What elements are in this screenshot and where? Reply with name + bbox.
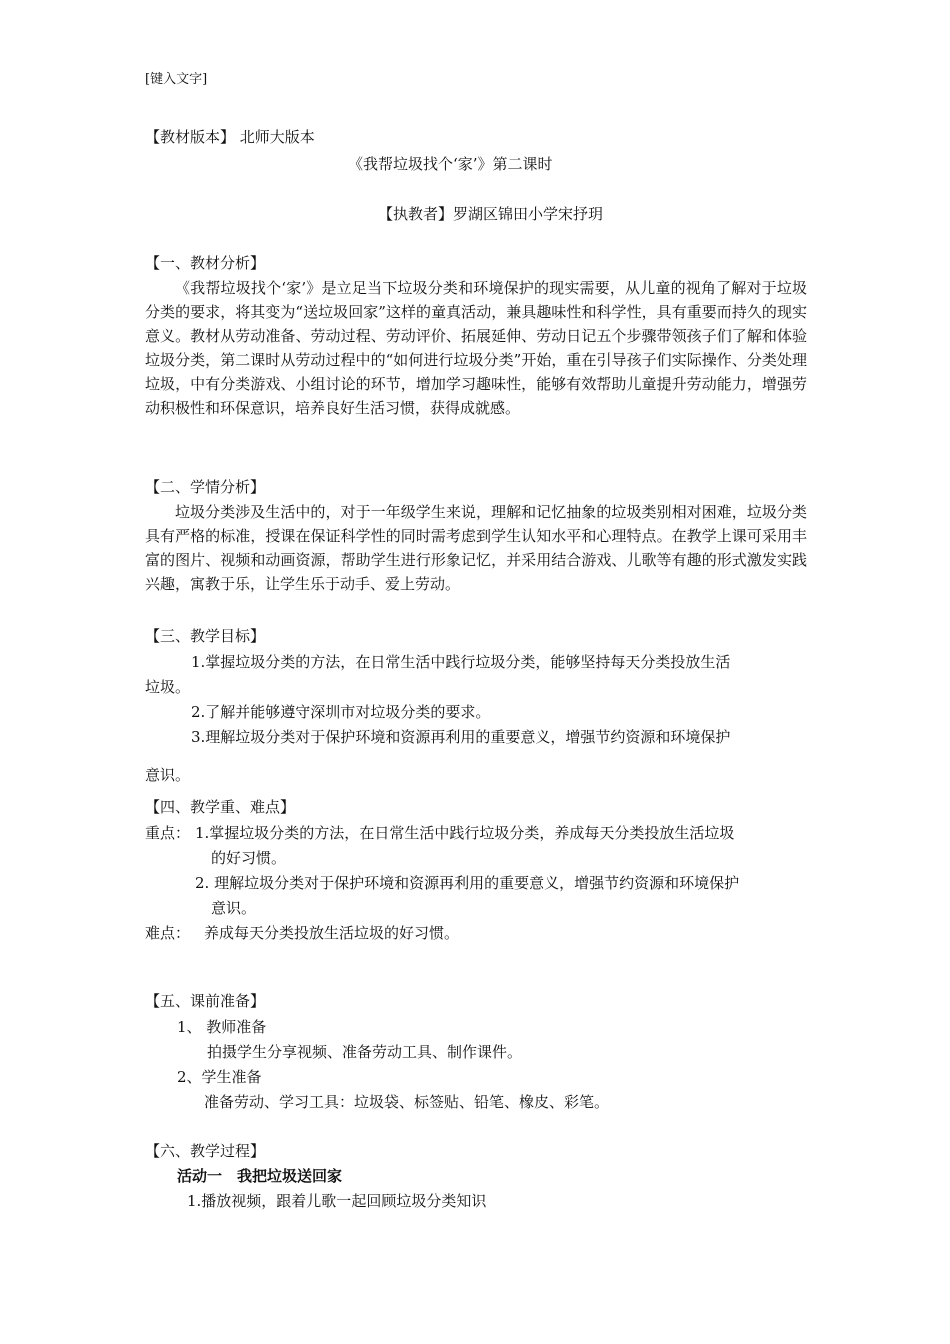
goal-1-line-2: 垃圾。 xyxy=(145,678,191,696)
keypoint-label: 重点： xyxy=(145,824,191,842)
goal-1-line-1: 1.掌握垃圾分类的方法，在日常生活中践行垃圾分类，能够坚持每天分类投放生活 xyxy=(191,653,731,671)
section-body-learners: 垃圾分类涉及生活中的，对于一年级学生来说，理解和记忆抽象的垃圾类别相对困难，垃圾分类具有严格的标准，授课在保证科学性的同时需考虑到学生认知水平和心理特点。在教学上课可采用丰富的图片、视频和动画资源，帮助学生进行形象记忆，并采用结合游戏、儿歌等有趣的形式激发实践兴趣，寓教于乐，让学生乐于动手、爱上劳动。 xyxy=(145,503,807,593)
activity-1-step-1: 1.播放视频，跟着儿歌一起回顾垃圾分类知识 xyxy=(187,1192,487,1210)
activity-1-title: 活动一 我把垃圾送回家 xyxy=(177,1167,343,1185)
teacher-prep-body: 拍摄学生分享视频、准备劳动工具、制作课件。 xyxy=(207,1043,523,1061)
section-heading-goals: 【三、教学目标】 xyxy=(145,627,266,645)
keypoint-2-line-2: 意识。 xyxy=(211,899,257,917)
section-heading-keypoints: 【四、教学重、难点】 xyxy=(145,798,296,816)
page-header-placeholder: [键入文字] xyxy=(145,72,208,87)
teacher-line: 【执教者】罗湖区锦田小学宋抒玥 xyxy=(378,205,604,223)
student-prep-body: 准备劳动、学习工具：垃圾袋、标签贴、铅笔、橡皮、彩笔。 xyxy=(204,1093,610,1111)
section-heading-learners: 【二、学情分析】 xyxy=(145,478,266,496)
student-prep-label: 2、学生准备 xyxy=(177,1068,262,1086)
teacher-prep-label: 1、 教师准备 xyxy=(177,1018,267,1036)
goal-3-line-2: 意识。 xyxy=(145,766,191,784)
edition-line: 【教材版本】 北师大版本 xyxy=(145,128,315,146)
section-body-analysis: 《我帮垃圾找个‘家’》是立足当下垃圾分类和环境保护的现实需要，从儿童的视角了解对于垃圾分类的要求，将其变为“送垃圾回家”这样的童真活动，兼具趣味性和科学性，具有重要而持久的现实意义。教材从劳动准备、劳动过程、劳动评价、拓展延伸、劳动日记五个步骤带领孩子们了解和体验垃圾分类，第二课时从劳动过程中的“如何进行垃圾分类”开始，重在引导孩子们实际操作、分类处理垃圾，中有分类游戏、小组讨论的环节，增加学习趣味性，能够有效帮助儿童提升劳动能力，增强劳动积极性和环保意识，培养良好生活习惯，获得成就感。 xyxy=(145,279,807,417)
section-heading-process: 【六、教学过程】 xyxy=(145,1142,266,1160)
keypoint-1-line-2: 的好习惯。 xyxy=(211,849,287,867)
lesson-title: 《我帮垃圾找个‘家’》第二课时 xyxy=(348,155,553,173)
difficulty-label: 难点： xyxy=(145,924,191,942)
keypoint-1-line-1: 1.掌握垃圾分类的方法，在日常生活中践行垃圾分类，养成每天分类投放生活垃圾 xyxy=(195,824,735,842)
section-heading-analysis: 【一、教材分析】 xyxy=(145,254,266,272)
goal-3-line-1: 3.理解垃圾分类对于保护环境和资源再利用的重要意义，增强节约资源和环境保护 xyxy=(191,728,731,746)
keypoint-2-line-1: 2. 理解垃圾分类对于保护环境和资源再利用的重要意义，增强节约资源和环境保护 xyxy=(195,874,740,892)
difficulty-text: 养成每天分类投放生活垃圾的好习惯。 xyxy=(204,924,460,942)
section-heading-preparation: 【五、课前准备】 xyxy=(145,992,266,1010)
goal-2: 2.了解并能够遵守深圳市对垃圾分类的要求。 xyxy=(191,703,491,721)
